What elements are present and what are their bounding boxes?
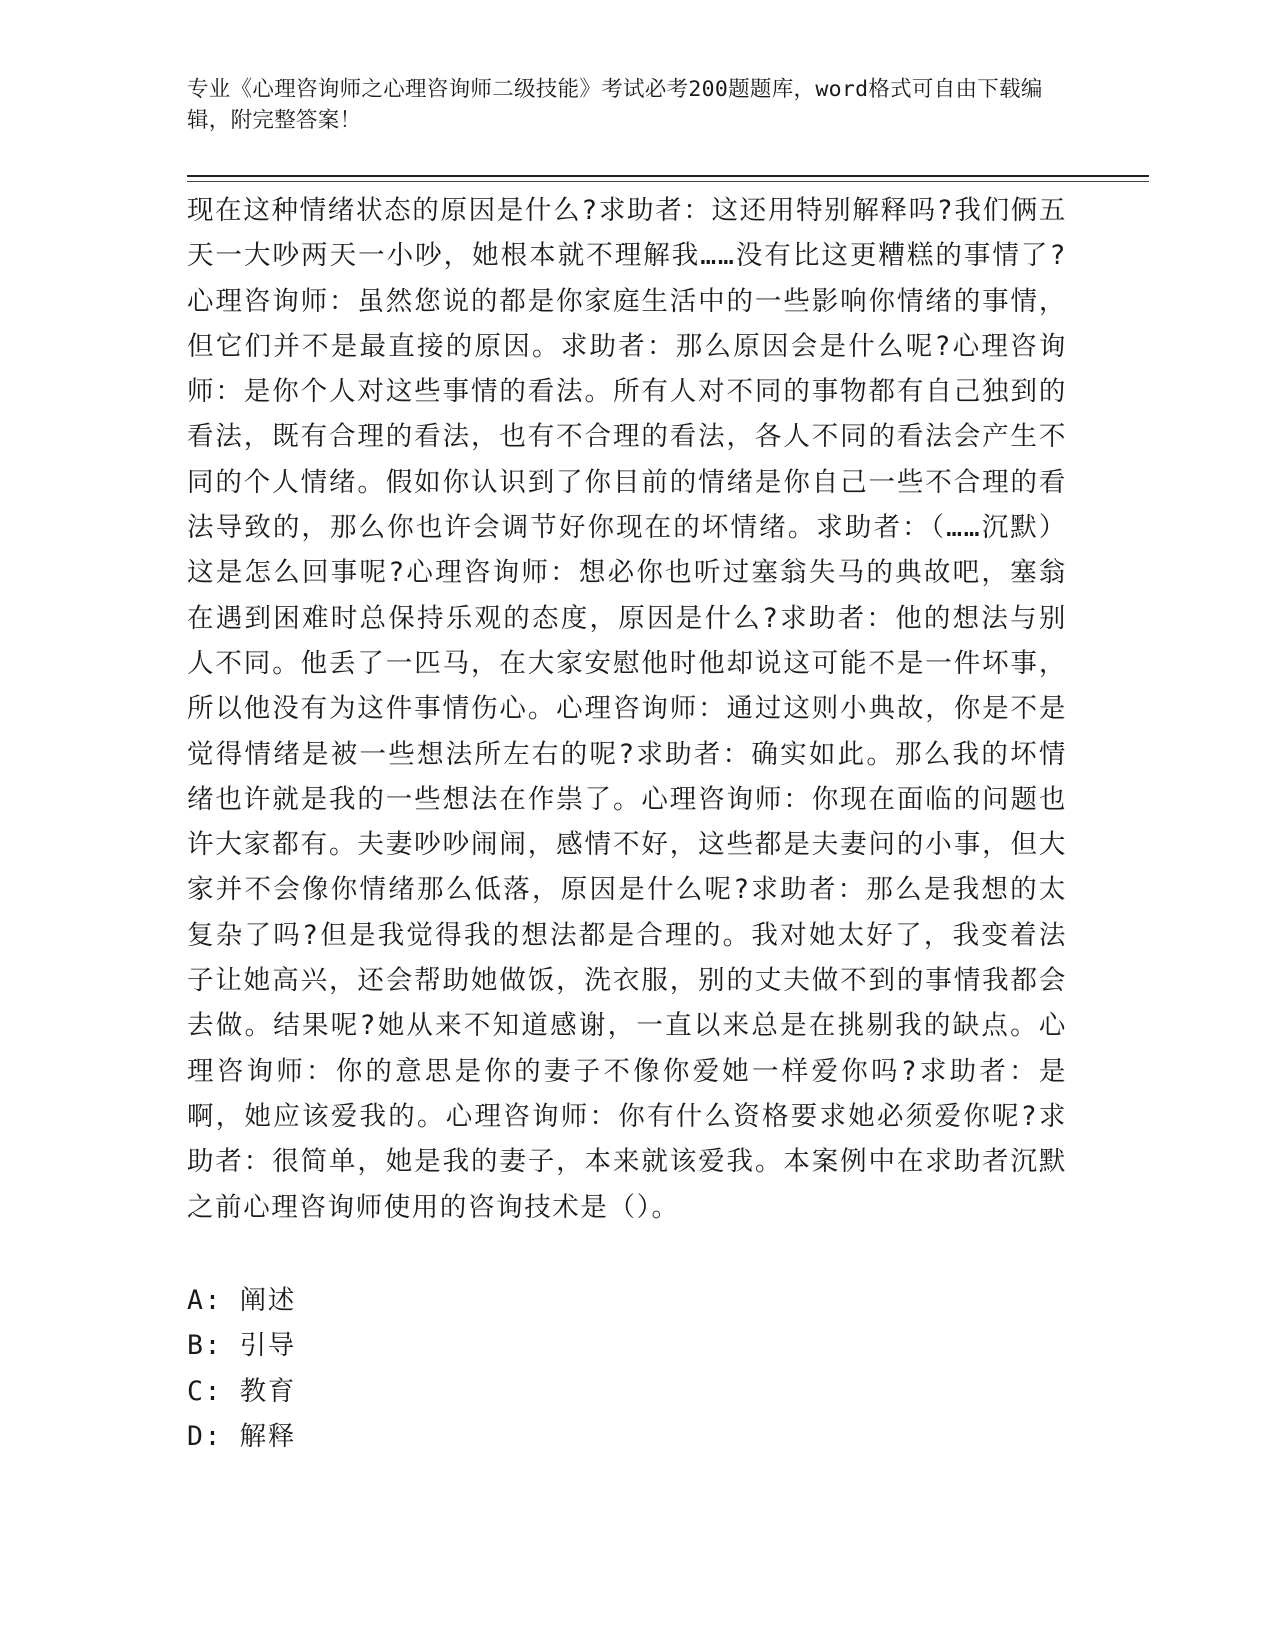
document-header: 专业《心理咨询师之心理咨询师二级技能》考试必考200题题库，word格式可自由下载编辑，附完整答案！ [187,77,1043,133]
option-d: D: 解释 [187,1420,296,1452]
header-divider-thick [187,175,1149,177]
option-a: A: 阐述 [187,1285,296,1316]
header-divider-thin [187,181,1149,182]
option-c: C: 教育 [187,1375,296,1407]
option-b: B: 引导 [187,1330,296,1362]
question-stem: 现在这种情绪状态的原因是什么?求助者：这还用特别解释吗?我们俩五天一大吵两天一小吵，她根本就不理解我……没有比这更糟糕的事情了?心理咨询师：虽然您说的都是你家庭生活中的一些影响你情绪的事情，但它们并不是最直接的原因。求助者：那么原因会是什么呢?心理咨询师：是你个人对这些事情的看法。所有人对不同的事物都有自己独到的看法，既有合理的看法，也有不合理的看法，各人不同的看法会产生不同的个人情绪。假如你认识到了你目前的情绪是你自己一些不合理的看法导致的，那么你也许会调节好你现在的坏情绪。求助者：（……沉默）这是怎么回事呢?心理咨询师：想必你也听过塞翁失马的典故吧，塞翁在遇到困难时总保持乐观的态度，原因是什么?求助者：他的想法与别人不同。他丢了一匹马，在大家安慰他时他却说这可能不是一件坏事，所以他没有为这件事情伤心。心理咨询师：通过这则小典故，你是不是觉得情绪是被一些想法所左右的呢?求助者：确实如此。那么我的坏情绪也许就是我的一些想法在作祟了。心理咨询师：你现在面临的问题也许大家都有。夫妻吵吵闹闹，感情不好，这些都是夫妻问的小事，但大家并不会像你情绪那么低落，原因是什么呢?求助者：那么是我想的太复杂了吗?但是我觉得我的想法都是合理的。我对她太好了，我变着法子让她高兴，还会帮助她做饭，洗衣服，别的丈夫做不到的事情我都会去做。结果呢?她从来不知道感谢，一直以来总是在挑剔我的缺点。心理咨询师：你的意思是你的妻子不像你爱她一样爱你吗?求助者：是啊，她应该爱我的。心理咨询师：你有什么资格要求她必须爱你呢?求助者：很简单，她是我的妻子，本来就该爱我。本案例中在求助者沉默之前心理咨询师使用的咨询技术是（）。 [187,195,1067,1223]
answer-options [187,1278,296,1459]
